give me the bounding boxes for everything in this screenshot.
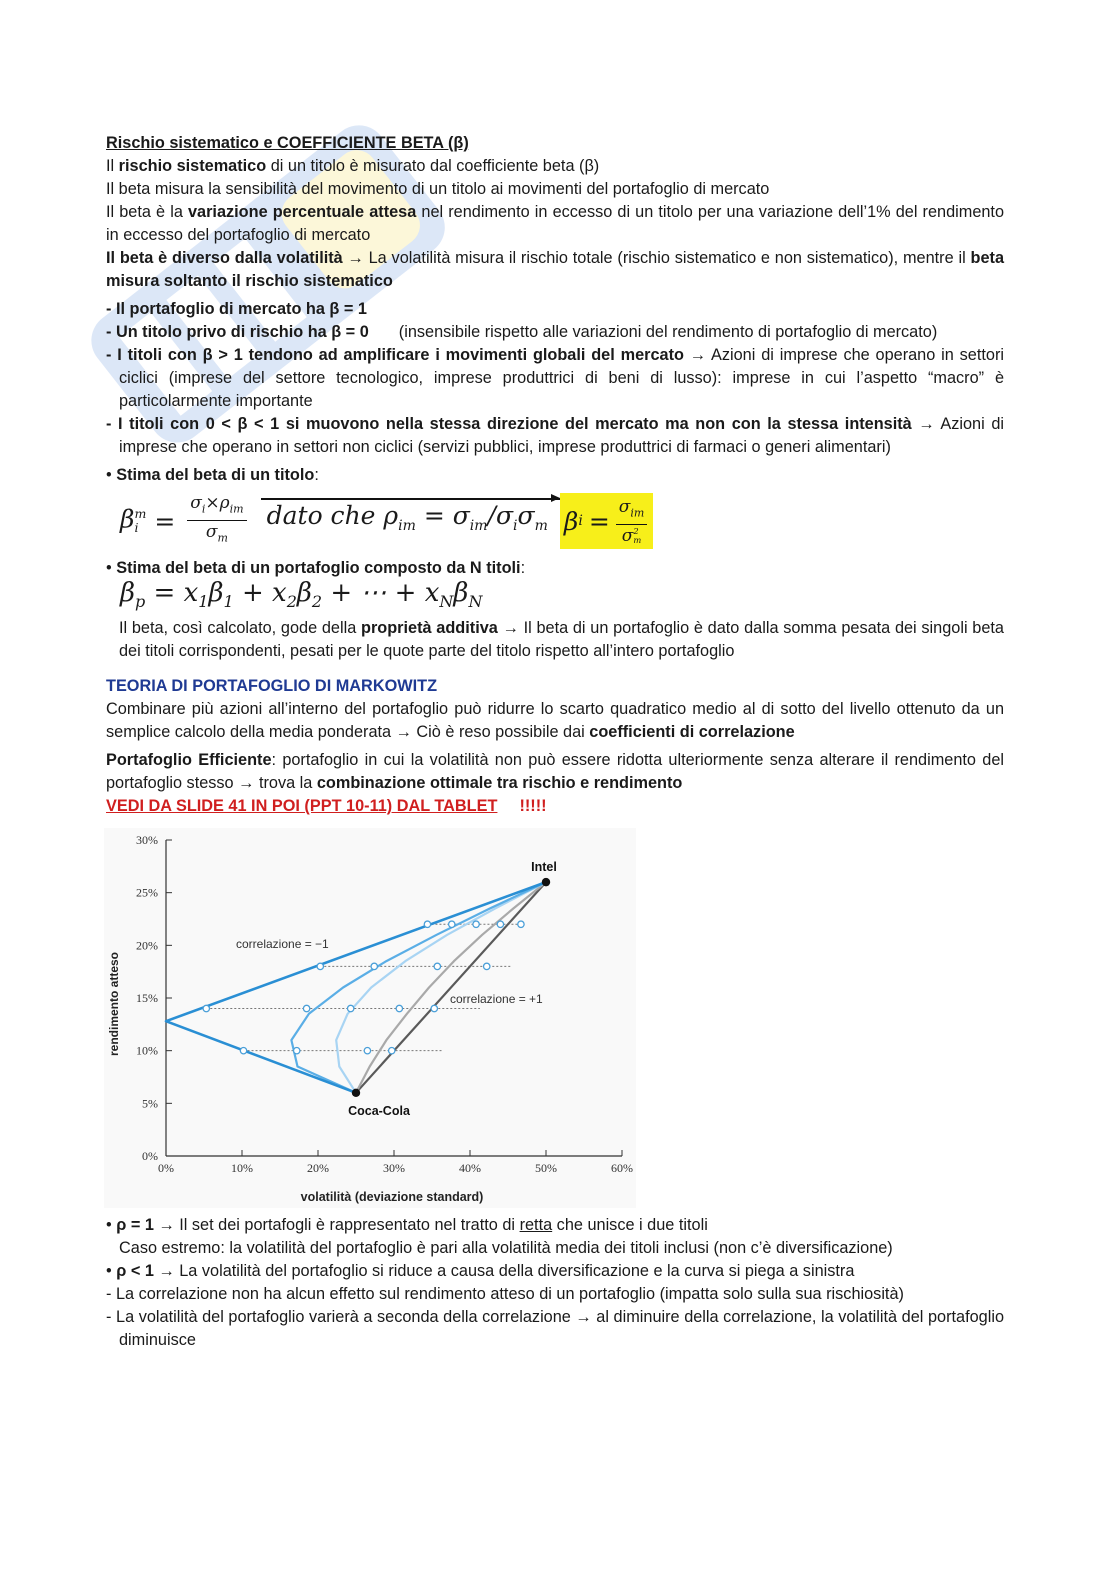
portfolio-marker (347, 1006, 353, 1012)
portfolio-marker (518, 921, 524, 927)
list-item: - I titoli con β > 1 tendono ad amplificare i movimenti globali del mercato → Azioni di imprese che operano in settori ciclici (imprese del settore tecnologico, imprese produttrici di beni di lusso): imprese in cui l’aspetto “macro” è particolarmente importante (106, 346, 1004, 410)
portfolio-marker (371, 963, 377, 969)
highlighted-result: β i = $\sigma_{im}$ σ 2 m (560, 493, 653, 548)
y-tick-label: 25% (136, 885, 158, 900)
formula-lhs: β m i (120, 504, 147, 535)
portfolio-marker (203, 1006, 209, 1012)
x-tick-label: 60% (611, 1161, 633, 1176)
section-title-markowitz: TEORIA DI PORTAFOGLIO DI MARKOWITZ (106, 677, 438, 696)
paragraph: Il beta misura la sensibilità del movimento di un titolo ai movimenti del portafoglio di mercato (106, 180, 770, 198)
x-tick-label: 40% (459, 1161, 481, 1176)
portfolio-marker (317, 963, 323, 969)
portfolio-marker (389, 1048, 395, 1054)
list-item: - La correlazione non ha alcun effetto sul rendimento atteso di un portafoglio (impatta solo sulla sua rischiosità) (106, 1285, 904, 1304)
x-tick-label: 20% (307, 1161, 329, 1176)
portfolio-marker (497, 921, 503, 927)
portfolio-marker (431, 1006, 437, 1012)
bullet-rho-1-sub: Caso estremo: la volatilità del portafoglio è pari alla volatilità media dei titoli inclusi (non c’è diversificazione) (119, 1239, 893, 1258)
bullet-stima-portafoglio: • Stima del beta di un portafoglio composto da N titoli: (106, 559, 526, 577)
y-tick-label: 30% (136, 833, 158, 848)
portfolio-marker (434, 963, 440, 969)
portfolio-marker (396, 1006, 402, 1012)
portfolio-marker (484, 963, 490, 969)
annotation-corr-plus1: correlazione = +1 (450, 992, 543, 1007)
list-item: - La volatilità del portafoglio varierà a seconda della correlazione → al diminuire della correlazione, la volatilità del portafoglio diminuisce (106, 1308, 1004, 1350)
markowitz-chart (104, 828, 636, 1208)
list-item: - Il portafoglio di mercato ha β = 1 (106, 300, 367, 318)
y-tick-label: 15% (136, 991, 158, 1006)
list-item: - Un titolo privo di rischio ha β = 0 (insensibile rispetto alle variazioni del rendimento di portafoglio di mercato) (106, 323, 938, 341)
y-tick-label: 20% (136, 938, 158, 953)
section-title-beta: Rischio sistematico e COEFFICIENTE BETA (β) (106, 134, 469, 152)
portfolio-marker (424, 921, 430, 927)
paragraph: Il beta è la variazione percentuale attesa nel rendimento in eccesso di un titolo per una variazione dell’1% del rendimento in eccesso del portafoglio di mercato (106, 203, 1005, 244)
x-tick-label: 0% (158, 1161, 174, 1176)
stock-point (352, 1089, 360, 1097)
point-label-coca-cola: Coca-Cola (348, 1104, 410, 1119)
bullet-rho-1: • ρ = 1 → Il set dei portafogli è rappresentato nel tratto di retta che unisce i due titoli (106, 1216, 708, 1235)
overarrow-text: dato che $\rho_{im} = \sigma_{im}/\sigma_i\sigma_m$ (261, 504, 554, 538)
portfolio-marker (473, 921, 479, 927)
bullet-rho-lt-1: • ρ < 1 → La volatilità del portafoglio si riduce a causa della diversificazione e la curva si piega a sinistra (106, 1262, 855, 1281)
portfolio-beta-formula: $\beta_p = x_1\beta_1 + x_2\beta_2$ + ⋯ + $x_N\beta_N$ (120, 578, 483, 612)
y-tick-label: 5% (142, 1096, 158, 1111)
paragraph: Il beta è diverso dalla volatilità → La volatilità misura il rischio totale (rischio sistematico e non sistematico), mentre il beta misura soltanto il rischio sistematico (106, 249, 1004, 290)
portfolio-marker (449, 921, 455, 927)
chart-background (104, 828, 636, 1208)
additivity-paragraph: Il beta, così calcolato, gode della proprietà additiva → Il beta di un portafoglio è dato dalla somma pesata dei singoli beta dei titoli corrispondenti, pesati per le quote parte del titolo rispetto all’intero portafoglio (119, 619, 1004, 661)
portfolio-marker (240, 1048, 246, 1054)
equals-sign: = (154, 506, 176, 536)
list-item: - I titoli con 0 < β < 1 si muovono nella stessa direzione del mercato ma non con la stessa intensità → Azioni di imprese che operano in settori non ciclici (servizi pubblici, imprese produttrici di farmaci o generi alimentari) (106, 415, 1004, 456)
y-tick-label: 0% (142, 1149, 158, 1164)
paragraph: Portafoglio Efficiente: portafoglio in cui la volatilità non può essere ridotta ulteriormente senza alterare il rendimento del portafoglio stesso → trova la combinazione ottimale tra rischio e rendimento (106, 751, 1004, 793)
portfolio-marker (364, 1048, 370, 1054)
x-axis-label: volatilità (deviazione standard) (300, 1190, 484, 1205)
x-tick-label: 30% (383, 1161, 405, 1176)
paragraph: Combinare più azioni all’interno del portafoglio può ridurre lo scarto quadratico medio al di sotto del livello ottenuto da un semplice calcolo della media ponderata → Ciò è reso possibile dai coefficienti di correlazione (106, 700, 1004, 742)
bullet-stima-titolo: • Stima del beta di un titolo: (106, 466, 319, 484)
page-content (106, 132, 1004, 1352)
red-note: VEDI DA SLIDE 41 IN POI (PPT 10-11) DAL TABLET !!!!! (106, 797, 547, 816)
x-tick-label: 50% (535, 1161, 557, 1176)
x-tick-label: 10% (231, 1161, 253, 1176)
y-tick-label: 10% (136, 1043, 158, 1058)
beta-list (106, 298, 1004, 459)
chart-svg (104, 828, 636, 1208)
fraction: $\frac{\sigma_i\times\rho_{im}}{\sigma_m}$ (187, 493, 246, 549)
paragraph: Il rischio sistematico di un titolo è misurato dal coefficiente beta (β) (106, 157, 600, 175)
point-label-intel: Intel (531, 860, 557, 875)
portfolio-marker (294, 1048, 300, 1054)
annotation-corr-minus1: correlazione = −1 (236, 937, 329, 952)
y-axis-label: rendimento atteso (107, 952, 121, 1057)
beta-formula (120, 491, 1004, 551)
stock-point (542, 878, 550, 886)
portfolio-marker (303, 1006, 309, 1012)
